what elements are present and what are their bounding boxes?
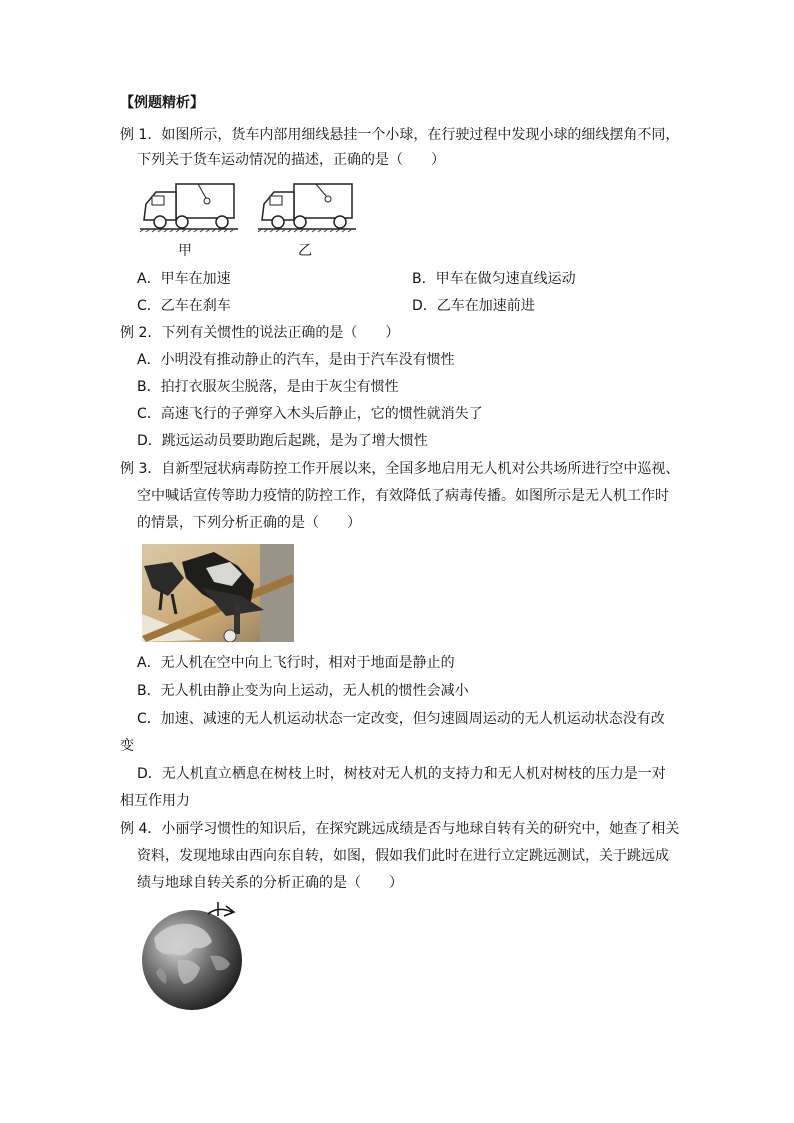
- q1-option-b: B．甲车在做匀速直线运动: [412, 271, 576, 287]
- q3-option-d-line1: D．无人机直立栖息在树枝上时，树枝对无人机的支持力和无人机对树枝的压力是一对: [137, 766, 666, 782]
- q3-option-c-line2: 变: [120, 738, 134, 754]
- earth-rotation-figure: [138, 898, 250, 1014]
- q1-trucks-figure: [138, 180, 368, 242]
- q2-option-b: B．拍打衣服灰尘脱落，是由于灰尘有惯性: [137, 379, 399, 395]
- q2-option-d: D．跳远运动员要助跑后起跳，是为了增大惯性: [137, 433, 428, 449]
- q2-option-c: C．高速飞行的子弹穿入木头后静止，它的惯性就消失了: [137, 406, 483, 422]
- truck-label-jia: 甲: [178, 243, 192, 259]
- q2-stem: 例 2．下列有关惯性的说法正确的是（ ）: [120, 325, 400, 341]
- q1-option-d: D．乙车在加速前进: [412, 298, 535, 314]
- truck-yi-image: [258, 184, 356, 232]
- q4-stem-line2: 资料，发现地球由西向东自转，如图，假如我们此时在进行立定跳远测试，关于跳远成: [137, 848, 669, 864]
- truck-jia-image: [140, 184, 238, 232]
- q3-stem-line1: 例 3．自新型冠状病毒防控工作开展以来，全国多地启用无人机对公共场所进行空中巡视、: [120, 461, 680, 477]
- q1-stem-line1: 例 1．如图所示，货车内部用细线悬挂一个小球，在行驶过程中发现小球的细线摆角不同，: [120, 127, 680, 143]
- q3-stem-line2: 空中喊话宣传等助力疫情的防控工作，有效降低了病毒传播。如图所示是无人机工作时: [137, 488, 669, 504]
- section-title: 【例题精析】: [120, 95, 204, 111]
- q3-option-c-line1: C．加速、减速的无人机运动状态一定改变，但匀速圆周运动的无人机运动状态没有改: [137, 711, 665, 727]
- q1-option-a: A．甲车在加速: [137, 271, 231, 287]
- q3-stem-line3: 的情景，下列分析正确的是（ ）: [137, 515, 361, 531]
- q1-stem-line2: 下列关于货车运动情况的描述，正确的是（ ）: [137, 152, 445, 168]
- truck-label-yi: 乙: [298, 243, 312, 259]
- q2-option-a: A．小明没有推动静止的汽车，是由于汽车没有惯性: [137, 352, 455, 368]
- q1-option-c: C．乙车在刹车: [137, 298, 231, 314]
- q3-option-a: A．无人机在空中向上飞行时，相对于地面是静止的: [137, 655, 455, 671]
- q4-stem-line1: 例 4．小丽学习惯性的知识后，在探究跳远成绩是否与地球自转有关的研究中，她查了相关: [120, 821, 680, 837]
- q3-option-d-line2: 相互作用力: [120, 793, 190, 809]
- q4-stem-line3: 绩与地球自转关系的分析正确的是（ ）: [137, 875, 403, 891]
- q3-option-b: B．无人机由静止变为向上运动，无人机的惯性会减小: [137, 683, 469, 699]
- drone-photo: [142, 544, 294, 642]
